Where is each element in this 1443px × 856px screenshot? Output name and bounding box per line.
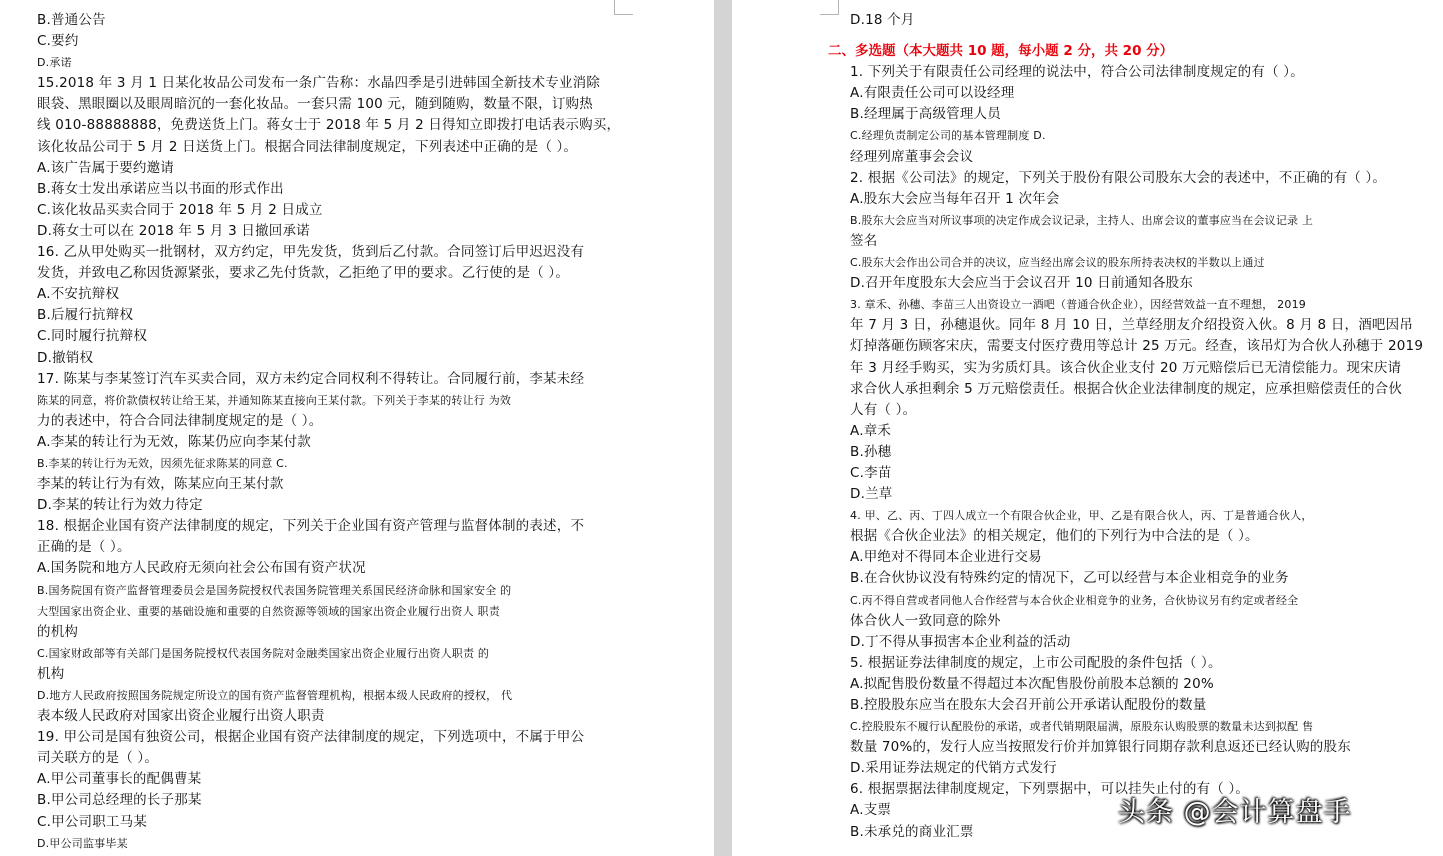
text-line: 1. 下列关于有限责任公司经理的说法中，符合公司法律制度规定的有（ ）。 <box>850 64 1304 81</box>
text-line: C.国家财政部等有关部门是国务院授权代表国务院对金融类国家出资企业履行出资人职责 的 <box>37 646 490 660</box>
text-line: C.该化妆品买卖合同于 2018 年 5 月 2 日成立 <box>37 201 323 218</box>
text-line: 表本级人民政府对国家出资企业履行出资人职责 <box>37 708 325 725</box>
text-line: 体合伙人一致同意的除外 <box>850 612 1001 629</box>
text-line: 司关联方的是（ ）。 <box>37 750 159 767</box>
text-line: 求合伙人承担剩余 5 万元赔偿责任。根据合伙企业法律制度的规定，应承担赔偿责任的合伙 <box>850 380 1403 397</box>
text-line: D.兰草 <box>850 486 893 503</box>
text-line: 该化妆品公司于 5 月 2 日送货上门。根据合同法律制度规定，下列表述中正确的是（ ）。 <box>37 138 578 155</box>
text-line: 李某的转让行为有效，陈某应向王某付款 <box>37 476 284 493</box>
text-line: D.甲公司监事毕某 <box>37 836 128 850</box>
text-line: C.丙不得自营或者同他人合作经营与本合伙企业相竞争的业务，合伙协议另有约定或者经全 <box>850 593 1299 607</box>
text-line: B.李某的转让行为无效，因须先征求陈某的同意 C. <box>37 456 288 470</box>
right-page <box>732 0 1443 856</box>
text-line: B.甲公司总经理的长子那某 <box>37 792 202 809</box>
top-line: D.18 个月 <box>850 12 915 28</box>
text-line: A.甲公司董事长的配偶曹某 <box>37 771 202 788</box>
text-line: 17. 陈某与李某签订汽车买卖合同，双方未约定合同权利不得转让。合同履行前，李某未经 <box>37 370 585 387</box>
text-line: 5. 根据证券法律制度的规定，上市公司配股的条件包括（ ）。 <box>850 654 1222 671</box>
text-line: D.召开年度股东大会应当于会议召开 10 日前通知各股东 <box>850 275 1194 292</box>
watermark: 头条 @会计算盘手 <box>1118 797 1352 828</box>
text-line: C.甲公司职工马某 <box>37 813 148 830</box>
text-line: 19. 甲公司是国有独资公司，根据企业国有资产法律制度的规定，下列选项中，不属于甲公 <box>37 729 585 746</box>
text-line: A.该广告属于要约邀请 <box>37 159 174 176</box>
text-line: 年 3 月经手购买，实为劣质灯具。该合伙企业支付 20 万元赔偿后已无清偿能力。现宋庆请 <box>850 359 1402 376</box>
text-line: 力的表述中，符合合同法律制度规定的是（ ）。 <box>37 412 323 429</box>
text-line: D.李某的转让行为效力待定 <box>37 497 203 514</box>
text-line: 年 7 月 3 日，孙穗退伙。同年 8 月 10 日，兰草经朋友介绍投资入伙。8 月 8 日，酒吧因吊 <box>850 317 1414 334</box>
text-line: D.地方人民政府按照国务院规定所设立的国有资产监督管理机构，根据本级人民政府的授权， 代 <box>37 689 513 702</box>
text-line: B.普通公告 <box>37 12 106 28</box>
page-gutter <box>714 0 732 856</box>
text-line: C.经理负责制定公司的基本管理制度 D. <box>850 129 1046 143</box>
text-line: 16. 乙从甲处购买一批钢材，双方约定，甲先发货，货到后乙付款。合同签订后甲迟迟没有 <box>37 244 585 261</box>
text-line: B.孙穗 <box>850 443 892 460</box>
text-line: 经理列席董事会会议 <box>850 148 974 165</box>
text-line: A.股东大会应当每年召开 1 次年会 <box>850 190 1060 207</box>
text-line: 的机构 <box>37 623 79 640</box>
left-page-content <box>37 10 621 854</box>
text-line: C.控股股东不履行认配股份的承诺，或者代销期限届满，原股东认购股票的数量未达到拟配 售 <box>850 720 1314 734</box>
text-line: B.在合伙协议没有特殊约定的情况下，乙可以经营与本企业相竞争的业务 <box>850 570 1289 587</box>
text-line: 6. 根据票据法律制度规定，下列票据中，可以挂失止付的有（ ）。 <box>850 781 1250 798</box>
text-line: A.章禾 <box>850 422 892 439</box>
text-line: C.股东大会作出公司合并的决议，应当经出席会议的股东所持表决权的半数以上通过 <box>850 256 1265 270</box>
text-line: A.有限责任公司可以设经理 <box>850 85 1015 102</box>
text-line: 18. 根据企业国有资产法律制度的规定，下列关于企业国有资产管理与监督体制的表述，不 <box>37 518 585 535</box>
text-line: A.国务院和地方人民政府无须向社会公布国有资产状况 <box>37 560 366 577</box>
text-line: 2. 根据《公司法》的规定，下列关于股份有限公司股东大会的表述中，不正确的有（ ）。 <box>850 169 1387 186</box>
text-line: A.拟配售股份数量不得超过本次配售股份前股本总额的 20% <box>850 675 1214 692</box>
page-corner-mark <box>820 0 839 15</box>
text-line: 眼袋、黑眼圈以及眼周暗沉的一套化妆品。一套只需 100 元，随到随购，数量不限，订购热 <box>37 96 593 113</box>
text-line: 线 010-88888888，免费送货上门。蒋女士于 2018 年 5 月 2 日得知立即拨打电话表示购买， <box>37 117 621 134</box>
text-line: D.采用证券法规定的代销方式发行 <box>850 760 1057 777</box>
text-line: D.丁不得从事损害本企业利益的活动 <box>850 633 1071 650</box>
text-line: C.同时履行抗辩权 <box>37 328 148 345</box>
right-page-content <box>828 10 1424 843</box>
text-line: A.甲绝对不得同本企业进行交易 <box>850 549 1042 566</box>
text-line: D.承诺 <box>37 56 72 70</box>
text-line: 大型国家出资企业、重要的基础设施和重要的自然资源等领域的国家出资企业履行出资人 职责 <box>37 604 500 618</box>
text-line: A.不安抗辩权 <box>37 286 120 303</box>
text-line: 正确的是（ ）。 <box>37 539 131 556</box>
text-line: A.李某的转让行为无效，陈某仍应向李某付款 <box>37 433 311 450</box>
text-line: C.要约 <box>37 33 79 50</box>
text-line: 数量 70%的，发行人应当按照发行价并加算银行同期存款利息返还已经认购的股东 <box>850 739 1351 756</box>
text-line: C.李苗 <box>850 464 892 481</box>
text-line: B.控股股东应当在股东大会召开前公开承诺认配股份的数量 <box>850 697 1207 713</box>
text-line: B.国务院国有资产监督管理委员会是国务院授权代表国务院管理关系国民经济命脉和国家安全 的 <box>37 583 512 597</box>
text-line: 15.2018 年 3 月 1 日某化妆品公司发布一条广告称：水晶四季是引进韩国全新技术专业消除 <box>37 75 601 92</box>
text-line: 4. 甲、乙、丙、丁四人成立一个有限合伙企业，甲、乙是有限合伙人，丙、丁是普通合伙人， <box>850 509 1313 523</box>
text-line: B.后履行抗辩权 <box>37 307 134 324</box>
text-line: D.撤销权 <box>37 349 94 366</box>
text-line: B.股东大会应当对所议事项的决定作成会议记录，主持人、出席会议的董事应当在会议记录 上 <box>850 213 1314 227</box>
text-line: B.经理属于高级管理人员 <box>850 106 1001 123</box>
text-line: 灯掉落砸伤顾客宋庆，需要支付医疗费用等总计 25 万元。经查，该吊灯为合伙人孙穗于 2019 <box>850 338 1424 355</box>
text-line: B.未承兑的商业汇票 <box>850 823 974 840</box>
page-corner-mark <box>614 0 633 15</box>
text-line: 陈某的同意，将价款债权转让给王某，并通知陈某直接向王某付款。下列关于李某的转让行 为效 <box>37 393 512 407</box>
text-line: 签名 <box>850 232 878 249</box>
left-page <box>0 0 714 856</box>
text-line: 机构 <box>37 665 65 682</box>
text-line: 发货，并致电乙称因货源紧张，要求乙先付货款，乙拒绝了甲的要求。乙行使的是（ ）。 <box>37 265 570 282</box>
text-line: 根据《合伙企业法》的相关规定，他们的下列行为中合法的是（ ）。 <box>850 528 1259 545</box>
text-line: 人有（ ）。 <box>850 401 917 418</box>
text-line: A.支票 <box>850 802 892 819</box>
text-line: 3. 章禾、孙穗、李苗三人出资设立一酒吧（普通合伙企业），因经营效益一直不理想， 2019 <box>850 298 1306 312</box>
section-heading: 二、多选题（本大题共 10 题，每小题 2 分，共 20 分） <box>828 43 1174 60</box>
text-line: D.蒋女士可以在 2018 年 5 月 3 日撤回承诺 <box>37 222 310 239</box>
text-line: B.蒋女士发出承诺应当以书面的形式作出 <box>37 180 284 197</box>
